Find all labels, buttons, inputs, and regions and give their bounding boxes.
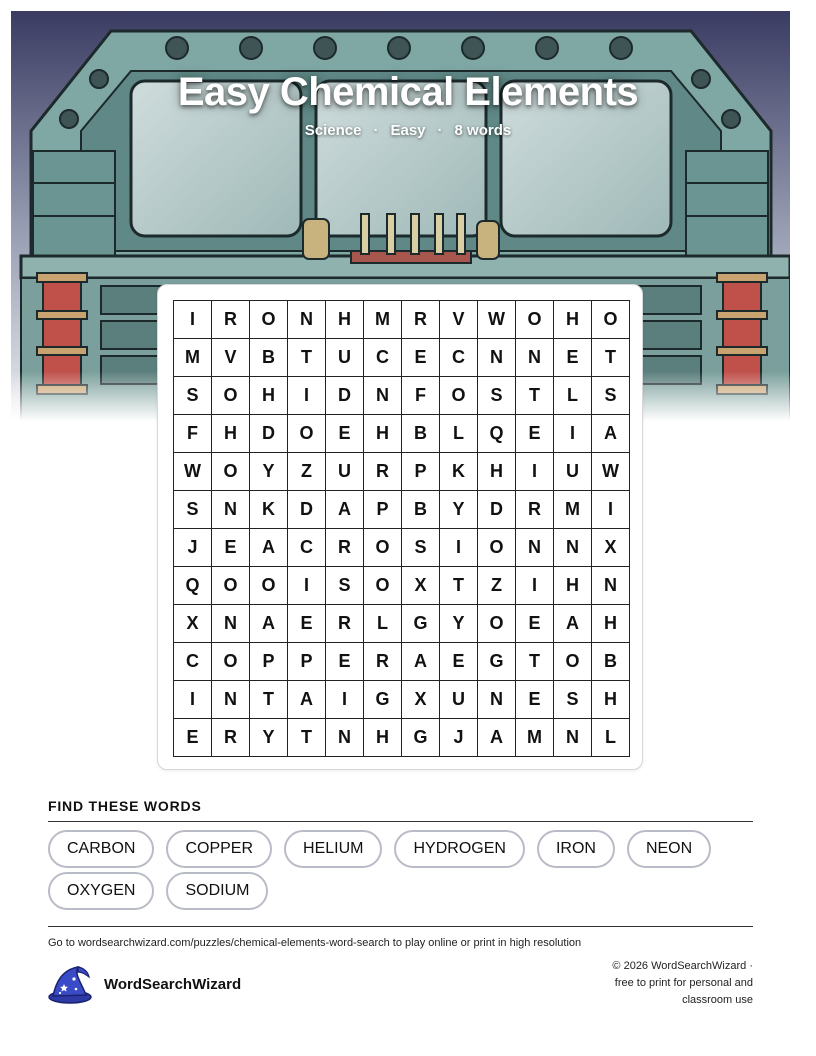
grid-cell[interactable]: H	[364, 415, 402, 453]
grid-cell[interactable]: N	[478, 681, 516, 719]
grid-cell[interactable]: N	[212, 605, 250, 643]
grid-cell[interactable]: O	[212, 377, 250, 415]
grid-cell[interactable]: Y	[440, 605, 478, 643]
grid-cell[interactable]: U	[326, 453, 364, 491]
grid-cell[interactable]: F	[402, 377, 440, 415]
grid-cell[interactable]: R	[212, 719, 250, 757]
word-chip-carbon[interactable]: CARBON	[48, 830, 154, 868]
grid-cell[interactable]: Z	[478, 567, 516, 605]
meta-separator: ·	[437, 122, 443, 139]
grid-cell[interactable]: H	[326, 301, 364, 339]
grid-cell[interactable]: D	[478, 491, 516, 529]
brand-name: WordSearchWizard	[104, 975, 242, 993]
grid-cell[interactable]: E	[516, 681, 554, 719]
grid-cell[interactable]: A	[554, 605, 592, 643]
grid-cell[interactable]: G	[402, 719, 440, 757]
grid-cell[interactable]: E	[288, 605, 326, 643]
grid-cell[interactable]: T	[440, 567, 478, 605]
grid-cell[interactable]: W	[174, 453, 212, 491]
grid-cell[interactable]: A	[250, 529, 288, 567]
grid-cell[interactable]: S	[478, 377, 516, 415]
grid-cell[interactable]: I	[288, 567, 326, 605]
grid-cell[interactable]: L	[364, 605, 402, 643]
grid-cell[interactable]: A	[478, 719, 516, 757]
page-title: Easy Chemical Elements	[177, 70, 639, 114]
copyright-line: © 2026 WordSearchWizard ·	[612, 960, 753, 972]
grid-cell[interactable]: I	[516, 453, 554, 491]
grid-cell[interactable]: R	[212, 301, 250, 339]
word-count-label: 8 words	[454, 122, 512, 139]
difficulty-label: Easy	[390, 122, 426, 139]
grid-cell[interactable]: L	[554, 377, 592, 415]
grid-cell[interactable]: E	[326, 415, 364, 453]
grid-cell[interactable]: U	[440, 681, 478, 719]
grid-cell[interactable]: I	[554, 415, 592, 453]
grid-cell[interactable]: C	[174, 643, 212, 681]
grid-cell[interactable]: H	[212, 415, 250, 453]
letter-grid[interactable]	[173, 300, 630, 757]
grid-cell[interactable]: I	[592, 491, 630, 529]
grid-cell[interactable]: R	[326, 605, 364, 643]
grid-cell[interactable]: B	[402, 491, 440, 529]
grid-cell[interactable]: M	[364, 301, 402, 339]
word-list	[48, 830, 753, 910]
grid-cell[interactable]: Y	[250, 453, 288, 491]
grid-cell[interactable]: O	[592, 301, 630, 339]
word-chip-oxygen[interactable]: OXYGEN	[48, 872, 154, 910]
word-chip-iron[interactable]: IRON	[537, 830, 615, 868]
grid-cell[interactable]: O	[212, 567, 250, 605]
grid-cell[interactable]: S	[402, 529, 440, 567]
word-list-heading: FIND THESE WORDS	[48, 798, 202, 814]
grid-cell[interactable]: O	[516, 301, 554, 339]
grid-cell[interactable]: N	[516, 339, 554, 377]
grid-cell[interactable]: U	[326, 339, 364, 377]
word-chip-sodium[interactable]: SODIUM	[166, 872, 268, 910]
grid-cell[interactable]: D	[326, 377, 364, 415]
grid-cell[interactable]: J	[440, 719, 478, 757]
grid-cell[interactable]: L	[440, 415, 478, 453]
divider	[48, 821, 753, 822]
grid-cell[interactable]: P	[402, 453, 440, 491]
grid-cell[interactable]: C	[364, 339, 402, 377]
grid-cell[interactable]: I	[288, 377, 326, 415]
grid-cell[interactable]: E	[402, 339, 440, 377]
grid-cell[interactable]: A	[592, 415, 630, 453]
grid-cell[interactable]: C	[440, 339, 478, 377]
grid-cell[interactable]: K	[250, 491, 288, 529]
grid-cell[interactable]: P	[250, 643, 288, 681]
grid-cell[interactable]: R	[364, 643, 402, 681]
grid-cell[interactable]: G	[478, 643, 516, 681]
grid-cell[interactable]: N	[326, 719, 364, 757]
grid-cell[interactable]: E	[516, 605, 554, 643]
grid-cell[interactable]: S	[174, 377, 212, 415]
grid-cell[interactable]: O	[288, 415, 326, 453]
puzzle-card	[157, 284, 643, 770]
grid-cell[interactable]: H	[554, 301, 592, 339]
grid-cell[interactable]: O	[364, 567, 402, 605]
grid-cell[interactable]: T	[516, 377, 554, 415]
grid-cell[interactable]: A	[326, 491, 364, 529]
grid-cell[interactable]: H	[364, 719, 402, 757]
grid-cell[interactable]: Q	[478, 415, 516, 453]
grid-cell[interactable]: H	[592, 605, 630, 643]
grid-cell[interactable]: O	[212, 643, 250, 681]
grid-cell[interactable]: U	[554, 453, 592, 491]
grid-cell[interactable]: E	[554, 339, 592, 377]
subject-label: Science	[304, 122, 362, 139]
grid-cell[interactable]: R	[364, 453, 402, 491]
grid-cell[interactable]: E	[440, 643, 478, 681]
word-chip-helium[interactable]: HELIUM	[284, 830, 382, 868]
grid-cell[interactable]: H	[592, 681, 630, 719]
grid-cell[interactable]: Z	[288, 453, 326, 491]
grid-cell[interactable]: J	[174, 529, 212, 567]
grid-cell[interactable]: O	[212, 453, 250, 491]
grid-cell[interactable]: O	[478, 529, 516, 567]
grid-cell[interactable]: H	[478, 453, 516, 491]
grid-cell[interactable]: O	[250, 567, 288, 605]
grid-cell[interactable]: O	[554, 643, 592, 681]
word-chip-hydrogen[interactable]: HYDROGEN	[394, 830, 524, 868]
grid-cell[interactable]: I	[174, 301, 212, 339]
grid-cell[interactable]: X	[402, 567, 440, 605]
grid-cell[interactable]: T	[288, 719, 326, 757]
grid-cell[interactable]: I	[174, 681, 212, 719]
grid-cell[interactable]: D	[288, 491, 326, 529]
copyright-notice	[553, 958, 753, 1009]
grid-cell[interactable]: G	[402, 605, 440, 643]
grid-cell[interactable]: Q	[174, 567, 212, 605]
grid-cell[interactable]: O	[364, 529, 402, 567]
grid-cell[interactable]: O	[478, 605, 516, 643]
copyright-line: classroom use	[682, 994, 753, 1006]
grid-cell[interactable]: N	[212, 491, 250, 529]
meta-separator: ·	[373, 122, 379, 139]
copyright-line: free to print for personal and	[614, 977, 753, 989]
grid-cell[interactable]: O	[250, 301, 288, 339]
grid-cell[interactable]: S	[174, 491, 212, 529]
grid-cell[interactable]: I	[440, 529, 478, 567]
grid-cell[interactable]: O	[440, 377, 478, 415]
grid-cell[interactable]: E	[516, 415, 554, 453]
grid-cell[interactable]: T	[516, 643, 554, 681]
grid-cell[interactable]: N	[592, 567, 630, 605]
grid-cell[interactable]: G	[364, 681, 402, 719]
grid-cell[interactable]: A	[402, 643, 440, 681]
grid-cell[interactable]: L	[592, 719, 630, 757]
grid-cell[interactable]: X	[174, 605, 212, 643]
grid-cell[interactable]: F	[174, 415, 212, 453]
grid-cell[interactable]: P	[288, 643, 326, 681]
grid-cell[interactable]: R	[326, 529, 364, 567]
word-chip-neon[interactable]: NEON	[627, 830, 711, 868]
grid-cell[interactable]: X	[402, 681, 440, 719]
grid-cell[interactable]: Y	[250, 719, 288, 757]
grid-cell[interactable]: R	[516, 491, 554, 529]
grid-cell[interactable]: B	[402, 415, 440, 453]
divider	[48, 926, 753, 927]
grid-cell[interactable]: B	[250, 339, 288, 377]
grid-cell[interactable]: M	[516, 719, 554, 757]
grid-cell[interactable]: A	[288, 681, 326, 719]
grid-cell[interactable]: V	[212, 339, 250, 377]
grid-cell[interactable]: P	[364, 491, 402, 529]
grid-cell[interactable]: N	[288, 301, 326, 339]
grid-cell[interactable]: N	[554, 529, 592, 567]
grid-cell[interactable]: I	[516, 567, 554, 605]
grid-cell[interactable]: N	[554, 719, 592, 757]
grid-cell[interactable]: A	[250, 605, 288, 643]
grid-cell[interactable]: H	[250, 377, 288, 415]
grid-cell[interactable]: S	[326, 567, 364, 605]
grid-cell[interactable]: S	[554, 681, 592, 719]
grid-cell[interactable]: M	[174, 339, 212, 377]
grid-cell[interactable]: M	[554, 491, 592, 529]
grid-cell[interactable]: H	[554, 567, 592, 605]
grid-cell[interactable]: E	[326, 643, 364, 681]
grid-cell[interactable]: I	[326, 681, 364, 719]
word-chip-copper[interactable]: COPPER	[166, 830, 272, 868]
grid-cell[interactable]: N	[478, 339, 516, 377]
grid-cell[interactable]: N	[364, 377, 402, 415]
grid-cell[interactable]: K	[440, 453, 478, 491]
grid-cell[interactable]: N	[516, 529, 554, 567]
wizard-hat-icon	[48, 964, 92, 1004]
brand[interactable]	[48, 964, 241, 1004]
grid-cell[interactable]: T	[250, 681, 288, 719]
grid-cell[interactable]: S	[592, 377, 630, 415]
grid-cell[interactable]: B	[592, 643, 630, 681]
grid-cell[interactable]: E	[212, 529, 250, 567]
grid-cell[interactable]: X	[592, 529, 630, 567]
grid-cell[interactable]: C	[288, 529, 326, 567]
grid-cell[interactable]: W	[592, 453, 630, 491]
grid-cell[interactable]: D	[250, 415, 288, 453]
grid-cell[interactable]: V	[440, 301, 478, 339]
grid-cell[interactable]: E	[174, 719, 212, 757]
footer-url-text: Go to wordsearchwizard.com/puzzles/chemical-elements-word-search to play online or print in high resolution	[48, 937, 582, 949]
grid-cell[interactable]: T	[288, 339, 326, 377]
grid-cell[interactable]: R	[402, 301, 440, 339]
grid-cell[interactable]: Y	[440, 491, 478, 529]
grid-cell[interactable]: T	[592, 339, 630, 377]
puzzle-meta	[0, 122, 816, 139]
grid-cell[interactable]: N	[212, 681, 250, 719]
grid-cell[interactable]: W	[478, 301, 516, 339]
